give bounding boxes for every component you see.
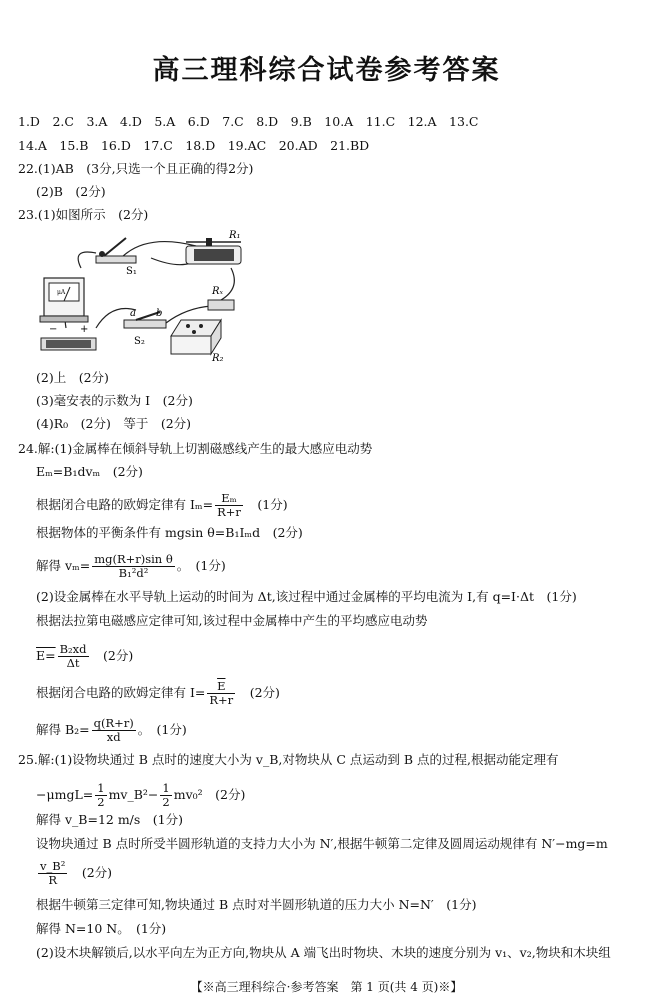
fraction: $\frac{\text{B₂xd}}{\Delta t}$ (59, 642, 87, 670)
mc-answers-row-2: 14.A 15.B 16.D 17.C 18.D 19.AC 20.AD 21.BD (18, 138, 370, 153)
q25-n4: 解得 N=10 N。 (1分) (36, 921, 167, 936)
q23-part4: (4)R₀ (2分) 等于 (2分) (36, 416, 192, 431)
q25-ke-eq: −μmgL= $\frac{1}{2}$ mv_B²− $\frac{1}{2}$ mv₀² (2分) (36, 781, 246, 809)
fraction: $\frac{\text{mg(R+r)sin θ}}{\text{B₁²d²}}$ (94, 552, 173, 580)
label-r2: R₂ (212, 353, 224, 363)
q25-n3: 根据牛顿第三定律可知,物块通过 B 点时对半圆形轨道的压力大小 N=N′ (1分) (36, 897, 477, 912)
q24-intro: 24.解:(1)金属棒在倾斜导轨上切割磁感线产生的最大感应电动势 (18, 441, 373, 456)
circuit-diagram (36, 228, 246, 363)
mc-answers-row-1: 1.D 2.C 3.A 4.D 5.A 6.D 7.C 8.D 9.B 10.A 11.C 12.A 13.C (18, 114, 479, 129)
q25-n1: 设物块通过 B 点时所受半圆形轨道的支持力大小为 N′,根据牛顿第二定律及圆周运动规律有 N′−mg=m (36, 836, 608, 851)
label-b: b (156, 308, 163, 319)
q22-part1: 22.(1)AB (3分,只选一个且正确的得2分) (18, 161, 254, 176)
label-s1: S₁ (126, 266, 137, 277)
q24-part2-a: (2)设金属棒在水平导轨上运动的时间为 Δt,该过程中通过金属棒的平均电流为 I,有 q=I·Δt (1分) (36, 589, 577, 604)
fraction: $\frac{1}{2}$ (97, 781, 105, 809)
label-r1: R₁ (229, 230, 241, 241)
q25-intro: 25.解:(1)设物块通过 B 点时的速度大小为 v_B,对物块从 C 点运动到 B 点的过程,根据动能定理有 (18, 752, 559, 767)
page-footer: 【※高三理科综合·参考答案 第 1 页(共 4 页)※】 (190, 980, 463, 994)
resistor-rx (208, 300, 234, 310)
fraction: $\frac{\text{Eₘ}}{R+r}$ (217, 491, 241, 519)
label-s2: S₂ (134, 336, 145, 347)
q23-part2: (2)上 (2分) (36, 370, 109, 385)
q24-balance: 根据物体的平衡条件有 mgsin θ=B₁Iₘd (2分) (36, 525, 303, 540)
page-title: 高三理科综合试卷参考答案 (152, 55, 501, 86)
fraction: $\frac{\text{v\_B²}}{R}$ (40, 859, 66, 887)
label-plus: + (80, 324, 89, 335)
q23-part3: (3)毫安表的示数为 I (2分) (36, 393, 193, 408)
fraction: $\frac{\overline{E}}{R+r}$ (209, 679, 234, 707)
label-ua: μA (57, 289, 66, 296)
rheostat-r1 (186, 238, 241, 264)
q23-part1: 23.(1)如图所示 (2分) (18, 207, 149, 222)
q22-part2: (2)B (2分) (36, 184, 106, 199)
q25-vb: 解得 v_B=12 m/s (1分) (36, 812, 184, 827)
q24-e-eq: E= $\frac{\text{B₂xd}}{\Delta t}$ (2分) (36, 642, 134, 670)
battery-left (41, 338, 96, 350)
q25-n2: $\frac{\text{v\_B²}}{R}$ (2分) (40, 859, 113, 887)
q24-b2-eq: 解得 B₂= $\frac{q(R+r)}{xd}$ 。 (1分) (36, 716, 187, 744)
q24-part2-b: 根据法拉第电磁感应定律可知,该过程中金属棒中产生的平均感应电动势 (36, 613, 428, 628)
q24-i-eq: 根据闭合电路的欧姆定律有 I= $\frac{\overline{E}}{R+r}$ (2分) (36, 679, 280, 707)
fraction: $\frac{q(R+r)}{xd}$ (93, 716, 134, 744)
label-rx: Rₓ (212, 286, 224, 297)
label-a: a (130, 308, 136, 319)
fraction: $\frac{1}{2}$ (162, 781, 170, 809)
q24-em: Eₘ=B₁dvₘ (2分) (36, 464, 143, 479)
q25-part2: (2)设木块解锁后,以水平向左为正方向,物块从 A 端飞出时物块、木块的速度分别为 v₁、v₂,物块和木块组 (36, 945, 611, 960)
q24-ohm-eq: 根据闭合电路的欧姆定律有 Iₘ= $\frac{\text{Eₘ}}{R+r}$ (1分) (36, 491, 288, 519)
resistance-box-r2 (171, 320, 221, 354)
label-minus: − (49, 324, 58, 335)
q24-vm-eq: 解得 vₘ= $\frac{\text{mg(R+r)sin θ}}{\text{B₁²d²}}$ 。 (1分) (36, 552, 226, 580)
microammeter (40, 278, 88, 322)
